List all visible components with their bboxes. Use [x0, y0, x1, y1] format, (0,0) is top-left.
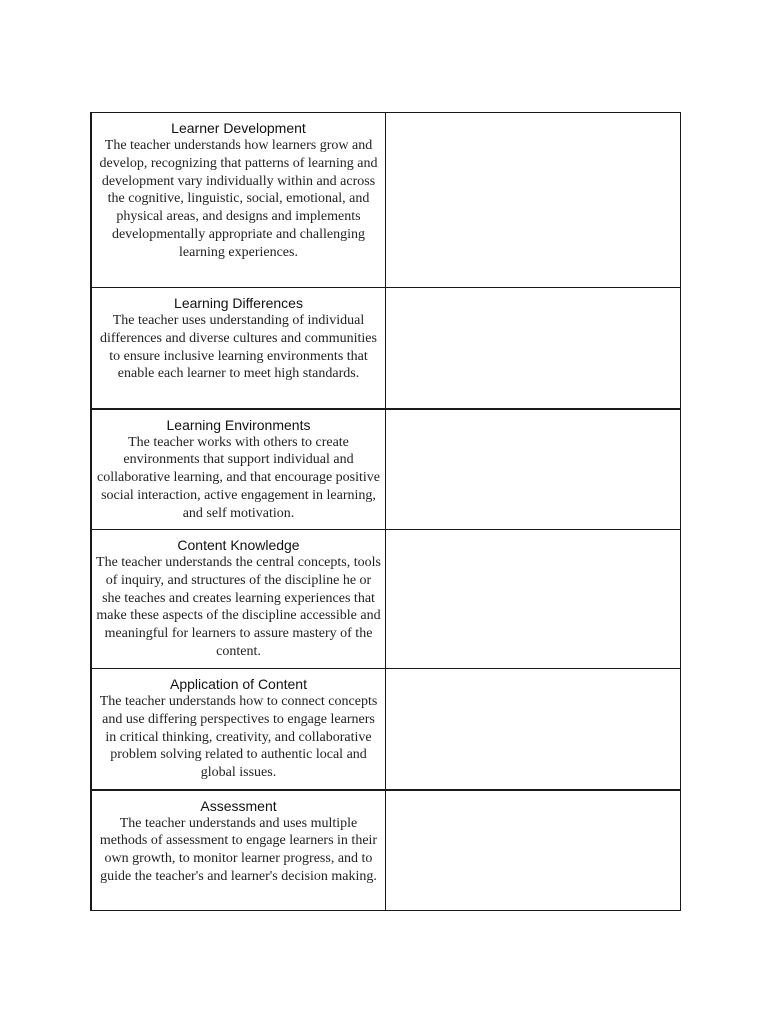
- standard-cell: [91, 790, 386, 911]
- response-cell: [386, 113, 681, 288]
- standard-description: The teacher works with others to create environments that support individual and collaborative learning, and that encourage positive social interaction, active engagement in learning, and self motivation.: [96, 434, 380, 521]
- standard-description: The teacher understands how to connect concepts and use differing perspectives to engage learners in critical thinking, creativity, and collaborative problem solving related to authentic local and global issues.: [99, 694, 378, 781]
- standard-title: Learning Differences: [174, 295, 303, 311]
- response-cell: [386, 288, 681, 409]
- table-row: [91, 113, 681, 288]
- standard-cell: [91, 530, 386, 669]
- table-row: [91, 409, 681, 530]
- response-cell: [386, 790, 681, 911]
- standard-description: The teacher understands the central concepts, tools of inquiry, and structures of the discipline he or she teaches and creates learning experiences that make these aspects of the discipline accessible and meaningful for learners to assure mastery of the content.: [96, 555, 381, 659]
- standard-cell: [91, 409, 386, 530]
- standards-table: [90, 112, 681, 911]
- table-row: [91, 669, 681, 790]
- response-cell: [386, 669, 681, 790]
- standard-cell: [91, 113, 386, 288]
- standard-title: Assessment: [200, 797, 277, 814]
- standard-cell: [91, 288, 386, 409]
- standard-cell: [91, 669, 386, 790]
- response-cell: [386, 409, 681, 530]
- standard-description: The teacher understands how learners grow and develop, recognizing that patterns of learning and development vary individually within and across the cognitive, linguistic, social, emotional, and physical areas, and designs and implements developmentally appropriate and challenging learning experiences.: [99, 138, 378, 260]
- table-row: [91, 530, 681, 669]
- standard-title: Learning Environments: [166, 416, 311, 433]
- table-row: [91, 790, 681, 911]
- standard-description: The teacher uses understanding of individual differences and diverse cultures and communities to ensure inclusive learning environments that enable each learner to meet high standards.: [100, 313, 377, 382]
- standard-title: Application of Content: [170, 676, 307, 692]
- standard-title: Content Knowledge: [177, 537, 300, 553]
- standard-title: Learner Development: [171, 120, 306, 136]
- response-cell: [386, 530, 681, 669]
- standard-description: The teacher understands and uses multiple methods of assessment to engage learners in their own growth, to monitor learner progress, and to guide the teacher's and learner's decision making.: [99, 815, 378, 884]
- table-row: [91, 288, 681, 409]
